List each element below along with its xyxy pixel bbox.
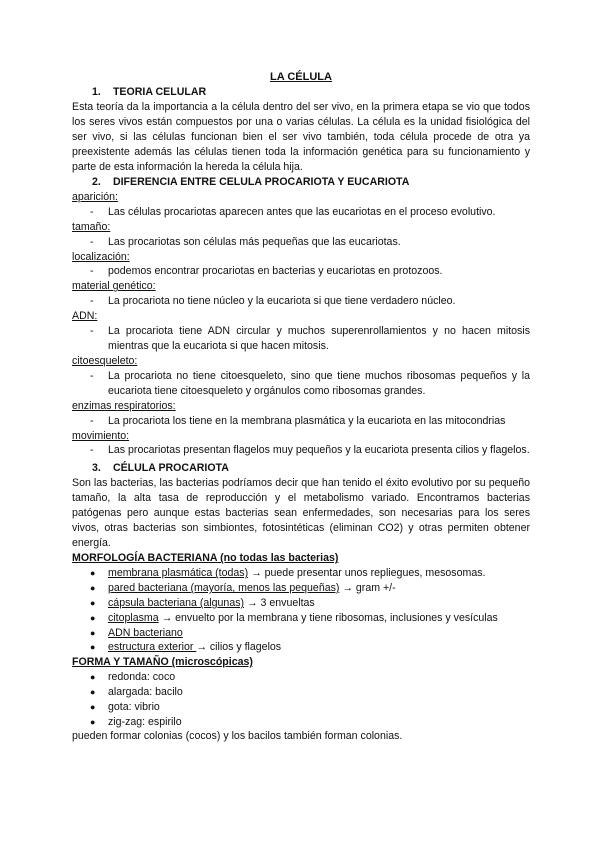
section-3-paragraph: Son las bacterias, las bacterias podríamos decir que han tenido el éxito evolutivo por su pequeño tamaño, la alta tasa de reproducción y el metabolismo variado. Encontramos bacterias patógenas pero aunque estas bacterias sean enfermedades, son necesarias para los seres vivos, otras bacterias son simbiontes, fotosintéticas (eliminan CO2) y otras permiten obtener energía. <box>72 477 530 550</box>
forma-item-coco: ● redonda: coco <box>90 671 176 684</box>
section-1-paragraph: Esta teoría da la importancia a la célula dentro del ser vivo, en la primera etapa se vio que todos los seres vivos están compuestos por una o varias células. La célula es la unidad fisiológica del ser vivo, si las células funcionan bien el ser vivo también, toda célula procede de otra ya preexistente además las células tienen toda la información genética para su funcionamiento y parte de esta información la hereda la célula hija. <box>72 101 530 173</box>
diff-item-localizacion: - podemos encontrar procariotas en bacterias y eucariotas en protozoos. <box>90 265 443 278</box>
forma-item-bacilo: ● alargada: bacilo <box>90 685 183 698</box>
morfologia-item-pared: ● pared bacteriana (mayoría, menos las pequeñas) → gram +/- <box>90 582 396 595</box>
diff-item-enzimas: - La procariota los tiene en la membrana plasmática y la eucariota en las mitocondrias <box>90 414 506 427</box>
diff-label-aparicion: aparición: <box>72 191 118 203</box>
morfologia-item-estructura: ● estructura exterior → cilios y flagelos <box>90 641 282 654</box>
morfologia-item-membrana: ● membrana plasmática (todas) → puede presentar unos repliegues, mesosomas. <box>90 567 486 580</box>
document-title: LA CÉLULA <box>270 71 332 83</box>
section-3-heading: 3. CÉLULA PROCARIOTA <box>92 462 229 475</box>
forma-heading: FORMA Y TAMAÑO (microscópicas) <box>72 656 253 669</box>
diff-item-movimiento: - Las procariotas presentan flagelos muy pequeños y la eucariota presenta cilios y flagelos. <box>90 444 530 457</box>
morfologia-heading: MORFOLOGÍA BACTERIANA (no todas las bacterias) <box>72 552 339 565</box>
diff-label-citoesqueleto: citoesqueleto: <box>72 354 138 367</box>
morfologia-item-adn: ● ADN bacteriano <box>90 626 183 639</box>
diff-label-tamano: tamaño: <box>72 220 111 233</box>
forma-item-vibrio: ● gota: vibrio <box>90 700 160 713</box>
forma-item-espirilo: ● zig-zag: espirilo <box>90 715 182 728</box>
section-2-heading: 2. DIFERENCIA ENTRE CELULA PROCARIOTA Y EUCARIOTA <box>92 176 410 188</box>
section-1-heading: 1. TEORIA CELULAR <box>92 86 207 98</box>
diff-label-material-genetico: material genético: <box>72 280 156 293</box>
diff-item-material-genetico: - La procariota no tiene núcleo y la eucariota si que tiene verdadero núcleo. <box>90 295 456 308</box>
diff-item-citoesqueleto: - La procariota no tiene citoesqueleto, sino que tiene muchos ribosomas pequeños y la eucariota tiene citoesqueleto y orgánulos como ribosomas grandes. <box>90 369 530 397</box>
diff-label-enzimas: enzimas respiratorios: <box>72 399 176 412</box>
morfologia-item-citoplasma: ● citoplasma → envuelto por la membrana y tiene ribosomas, inclusiones y vesículas <box>90 611 498 624</box>
diff-label-adn: ADN: <box>72 310 98 323</box>
document-content <box>72 70 530 744</box>
forma-closing-text: pueden formar colonias (cocos) y los bacilos también forman colonias. <box>72 730 403 743</box>
diff-item-adn: - La procariota tiene ADN circular y muchos superenrollamientos y no hacen mitosis mientras que la eucariota si que hacen mitosis. <box>90 324 530 352</box>
diff-item-aparicion: - Las células procariotas aparecen antes que las eucariotas en el proceso evolutivo. <box>90 205 496 218</box>
diff-item-tamano: - Las procariotas son células más pequeñas que las eucariotas. <box>90 235 401 248</box>
morfologia-item-capsula: ● cápsula bacteriana (algunas) → 3 envueltas <box>90 596 315 609</box>
diff-label-localizacion: localización: <box>72 250 130 263</box>
diff-label-movimiento: movimiento: <box>72 429 130 442</box>
